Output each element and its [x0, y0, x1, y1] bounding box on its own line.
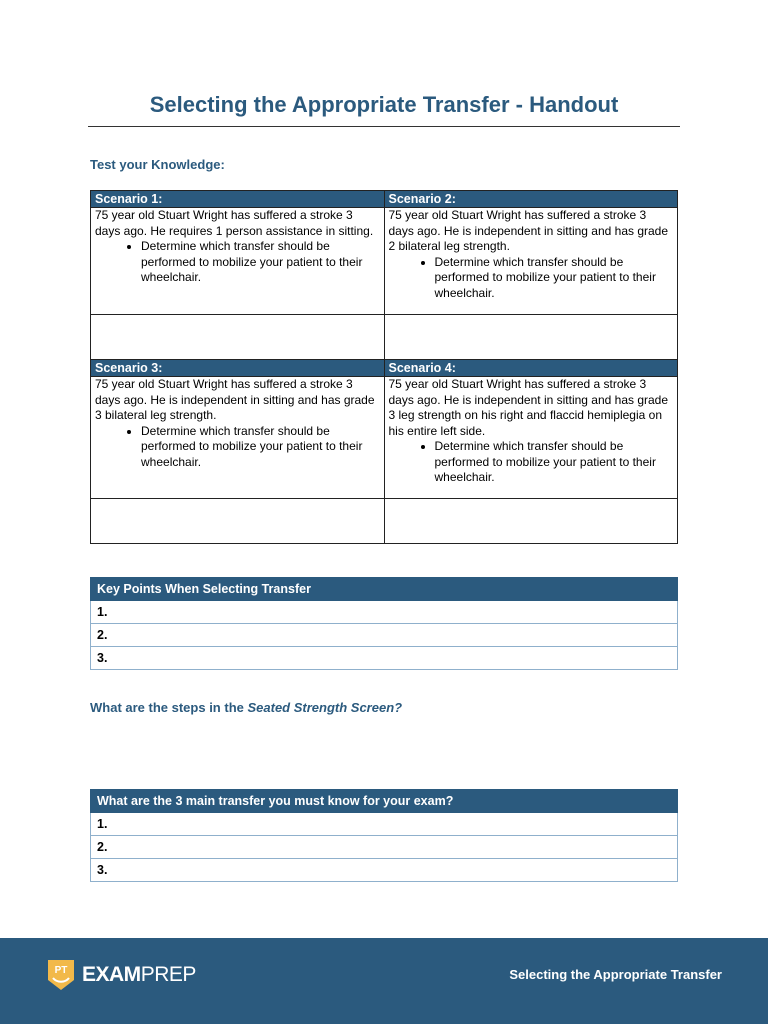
scenario-2-body — [384, 208, 678, 315]
scenario-1-label: Scenario 1: — [91, 191, 385, 208]
steps-question-prefix: What are the steps in the — [90, 700, 248, 715]
key-points-header: Key Points When Selecting Transfer — [91, 578, 678, 601]
scenario-table — [90, 190, 678, 544]
steps-question-emphasis: Seated Strength Screen? — [247, 700, 403, 715]
pt-badge-icon — [46, 958, 76, 992]
exam-prep-logo — [46, 958, 196, 992]
footer-title: Selecting the Appropriate Transfer — [509, 967, 722, 982]
main-transfer-row-3[interactable]: 3. — [91, 859, 678, 882]
title-divider — [88, 126, 680, 127]
scenario-3-label: Scenario 3: — [91, 360, 385, 377]
scenario-4-bullet: • Determine which transfer should be performed to mobilize your patient to their wheelchair. — [435, 439, 674, 486]
scenario-4-label: Scenario 4: — [384, 360, 678, 377]
scenario-3-bullet: • Determine which transfer should be performed to mobilize your patient to their wheelchair. — [141, 424, 380, 471]
test-knowledge-heading: Test your Knowledge: — [90, 157, 225, 172]
main-transfers-header: What are the 3 main transfer you must know for your exam? — [91, 790, 678, 813]
scenario-2-bullet: • Determine which transfer should be performed to mobilize your patient to their wheelchair. — [435, 255, 674, 302]
scenario-1-answer-cell[interactable] — [91, 315, 385, 360]
brand-name — [82, 963, 196, 987]
key-point-row-1[interactable]: 1. — [91, 601, 678, 624]
main-transfer-row-2[interactable]: 2. — [91, 836, 678, 859]
scenario-3-text: 75 year old Stuart Wright has suffered a stroke 3 days ago. He is independent in sitting and has grade 3 bilateral leg strength. — [95, 377, 375, 422]
scenario-3-body — [91, 377, 385, 499]
scenario-1-body — [91, 208, 385, 315]
main-transfers-table — [90, 789, 678, 882]
brand-bold: EXAM — [82, 963, 141, 986]
scenario-2-text: 75 year old Stuart Wright has suffered a stroke 3 days ago. He is independent in sitting and has grade 2 bilateral leg strength. — [388, 208, 669, 253]
key-point-row-3[interactable]: 3. — [91, 647, 678, 670]
scenario-4-answer-cell[interactable] — [384, 499, 678, 544]
brand-light: PREP — [140, 963, 196, 986]
pt-badge-text: PT — [54, 965, 68, 976]
page-title: Selecting the Appropriate Transfer - Handout — [149, 92, 619, 117]
main-transfer-row-1[interactable]: 1. — [91, 813, 678, 836]
key-point-row-2[interactable]: 2. — [91, 624, 678, 647]
scenario-4-body — [384, 377, 678, 499]
scenario-1-text: 75 year old Stuart Wright has suffered a stroke 3 days ago. He requires 1 person assistance in sitting. — [95, 208, 374, 238]
scenario-3-answer-cell[interactable] — [91, 499, 385, 544]
scenario-4-text: 75 year old Stuart Wright has suffered a stroke 3 days ago. He is independent in sitting and has grade 3 leg strength on his right and flaccid hemiplegia on his entire left side. — [388, 377, 669, 438]
scenario-1-bullet: • Determine which transfer should be performed to mobilize your patient to their wheelchair. — [141, 239, 380, 286]
steps-question — [90, 700, 402, 715]
scenario-2-answer-cell[interactable] — [384, 315, 678, 360]
scenario-2-label: Scenario 2: — [384, 191, 678, 208]
key-points-table — [90, 577, 678, 670]
